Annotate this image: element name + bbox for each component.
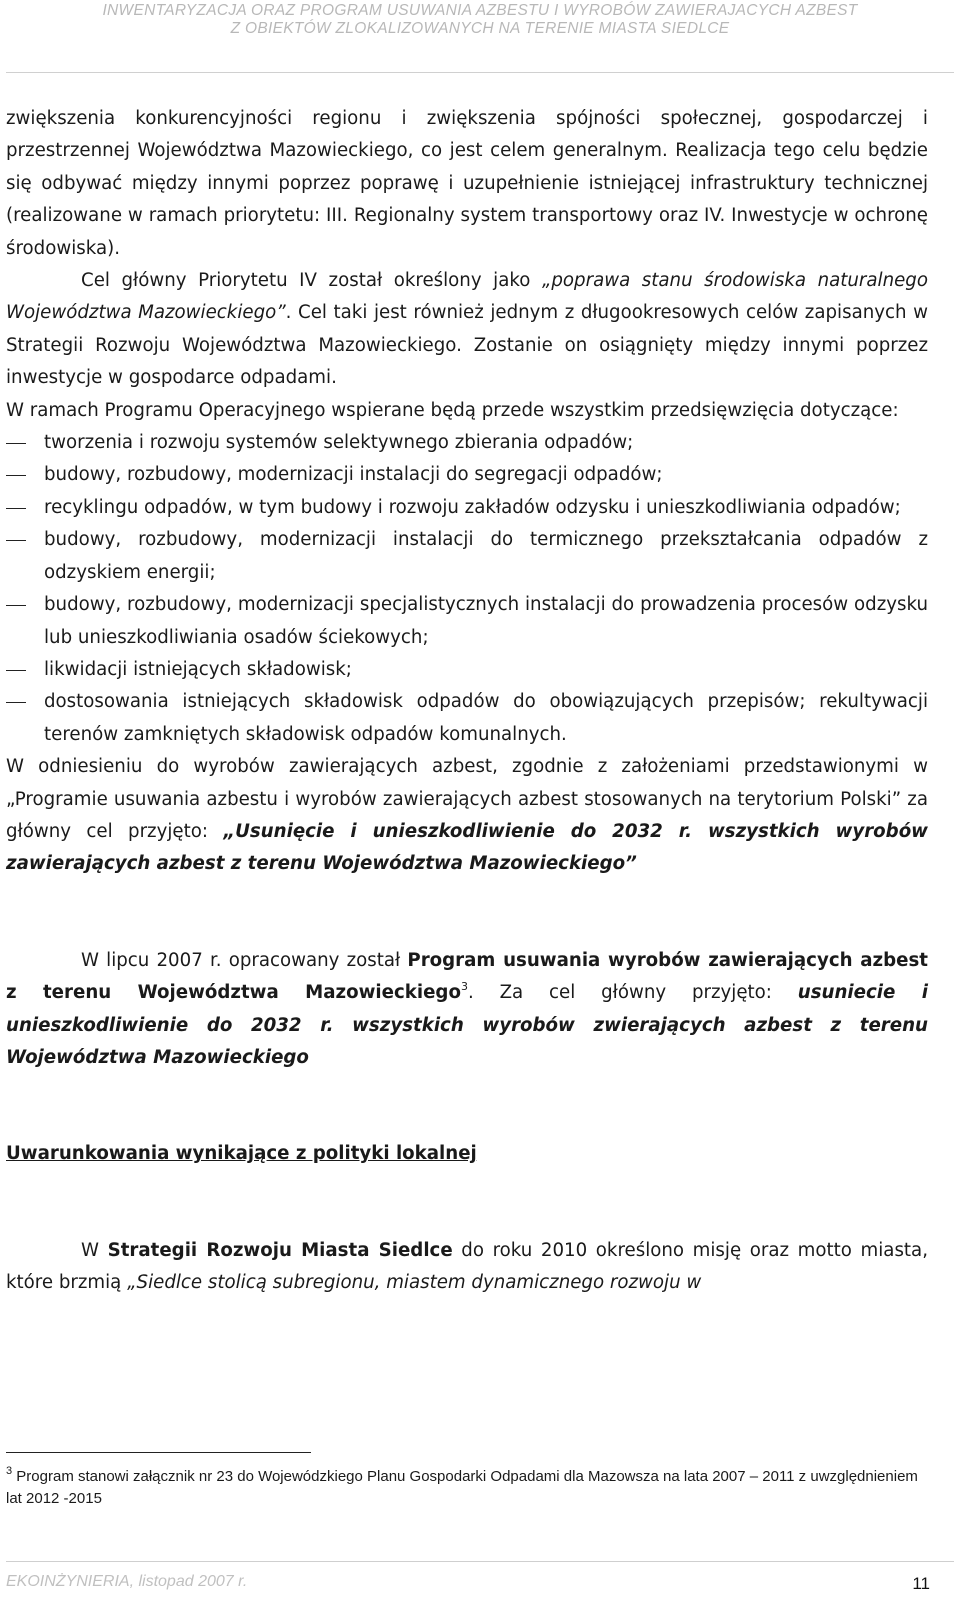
document-body (6, 103, 928, 1300)
paragraph-5-goal: usuniecie i unieszkodliwienie do 2032 r. wszystkich wyrobów zwierających azbest z terenu Województwa Mazowieckiego (6, 982, 928, 1068)
list-item-text: recyklingu odpadów, w tym budowy i rozwoju zakładów odzysku i unieszkodliwiania odpadów; (44, 496, 901, 518)
paragraph-6-text-b: do roku 2010 określono misję oraz motto miasta, które brzmią (6, 1239, 928, 1294)
paragraph-2-italic: „poprawa stanu środowiska naturalnego Województwa Mazowieckiego” (6, 270, 928, 324)
list-item-text: tworzenia i rozwoju systemów selektywnego zbierania odpadów; (44, 432, 634, 454)
dash-bullet-icon (6, 605, 26, 606)
dash-bullet-icon (6, 540, 26, 541)
dash-bullet-icon (6, 508, 26, 509)
footnote-text: Program stanowi załącznik nr 23 do Wojewódzkiego Planu Gospodarki Odpadami dla Mazowsza na lata 2007 – 2011 z uwzględnieniem lat 2012 -2015 (6, 1468, 918, 1507)
list-item-text: budowy, rozbudowy, modernizacji instalacji do termicznego przekształcania odpadów z odzyskiem energii; (44, 529, 928, 583)
header-line-2: Z OBIEKTÓW ZLOKALIZOWANYCH NA TERENIE MIASTA SIEDLCE (230, 20, 730, 37)
paragraph-5-program-title: Program usuwania wyrobów zawierających azbest z terenu Województwa Mazowieckiego (6, 949, 928, 1004)
paragraph-4-goal: „Usunięcie i unieszkodliwienie do 2032 r. wszystkich wyrobów zawierających azbest z terenu Województwa Mazowieckiego” (6, 820, 928, 875)
paragraph-4-text: W odniesieniu do wyrobów zawierających azbest, zgodnie z założeniami przedstawionymi w „Programie usuwania azbestu i wyrobów zawierających azbest stosowanych na terytorium Polski” za główny cel przyjęto: (6, 756, 928, 842)
paragraph-6 (6, 1235, 928, 1300)
paragraph-5 (6, 945, 928, 1075)
footnote-number: 3 (6, 1465, 13, 1477)
paragraph-3: W ramach Programu Operacyjnego wspierane będą przede wszystkim przedsięwzięcia dotyczące: (6, 399, 899, 421)
list-item (6, 427, 928, 459)
list-item (6, 686, 928, 751)
dash-bullet-icon (6, 702, 26, 703)
footnote-ref: 3 (460, 980, 468, 994)
page-number: 11 (912, 1574, 930, 1593)
paragraph-2-text-b: . Cel taki jest również jednym z długookresowych celów zapisanych w Strategii Rozwoju Województwa Mazowieckiego. Zostanie on osiągnięty między innymi poprzez inwestycje w gospodarce odpadami. (6, 302, 928, 389)
spacer (6, 1171, 928, 1235)
list-item (6, 654, 928, 686)
header-line-1: INWENTARYZACJA ORAZ PROGRAM USUWANIA AZBESTU I WYROBÓW ZAWIERAJACYCH AZBEST (102, 2, 858, 19)
paragraph-5-text-a: W lipcu 2007 r. opracowany został (81, 949, 408, 971)
section-heading: Uwarunkowania wynikające z polityki lokalnej (6, 1143, 477, 1165)
footnote-rule (6, 1452, 311, 1453)
list-item (6, 459, 928, 491)
list-item (6, 589, 928, 654)
measures-list (6, 427, 928, 751)
paragraph-1: zwiększenia konkurencyjności regionu i zwiększenia spójności społecznej, gospodarczej i przestrzennej Województwa Mazowieckiego, co jest celem generalnym. Realizacja tego celu będzie się odbywać między innymi poprzez poprawę i uzupełnienie istniejącej infrastruktury technicznej (realizowane w ramach priorytetu: III. Regionalny system transportowy oraz IV. Inwestycje w ochronę środowiska). (6, 108, 928, 259)
list-item (6, 492, 928, 524)
paragraph-5-text-b: . Za cel główny przyjęto: (467, 982, 798, 1004)
footer-rule (6, 1561, 954, 1562)
dash-bullet-icon (6, 670, 26, 671)
dash-bullet-icon (6, 475, 26, 476)
list-item-text: budowy, rozbudowy, modernizacji specjalistycznych instalacji do prowadzenia procesów odzysku lub unieszkodliwiania osadów ściekowych; (44, 594, 928, 648)
footer-publisher: EKOINŻYNIERIA, listopad 2007 r. (6, 1573, 248, 1590)
paragraph-6-text-a: W (81, 1239, 108, 1261)
spacer (6, 1074, 928, 1138)
spacer (6, 881, 928, 945)
paragraph-4 (6, 751, 928, 881)
paragraph-2-text-a: Cel główny Priorytetu IV został określony jako (81, 270, 542, 292)
list-item-text: likwidacji istniejących składowisk; (44, 658, 352, 680)
header-rule (6, 72, 954, 73)
list-item-text: dostosowania istniejących składowisk odpadów do obowiązujących przepisów; rekultywacji terenów zamkniętych składowisk odpadów komunalnych. (44, 691, 928, 745)
list-item (6, 524, 928, 589)
paragraph-2 (6, 265, 928, 395)
list-item-text: budowy, rozbudowy, modernizacji instalacji do segregacji odpadów; (44, 464, 663, 486)
footnote (6, 1466, 928, 1510)
paragraph-6-motto: „Siedlce stolicą subregionu, miastem dynamicznego rozwoju w (127, 1272, 702, 1294)
paragraph-6-strategy: Strategii Rozwoju Miasta Siedlce (107, 1239, 453, 1261)
dash-bullet-icon (6, 443, 26, 444)
